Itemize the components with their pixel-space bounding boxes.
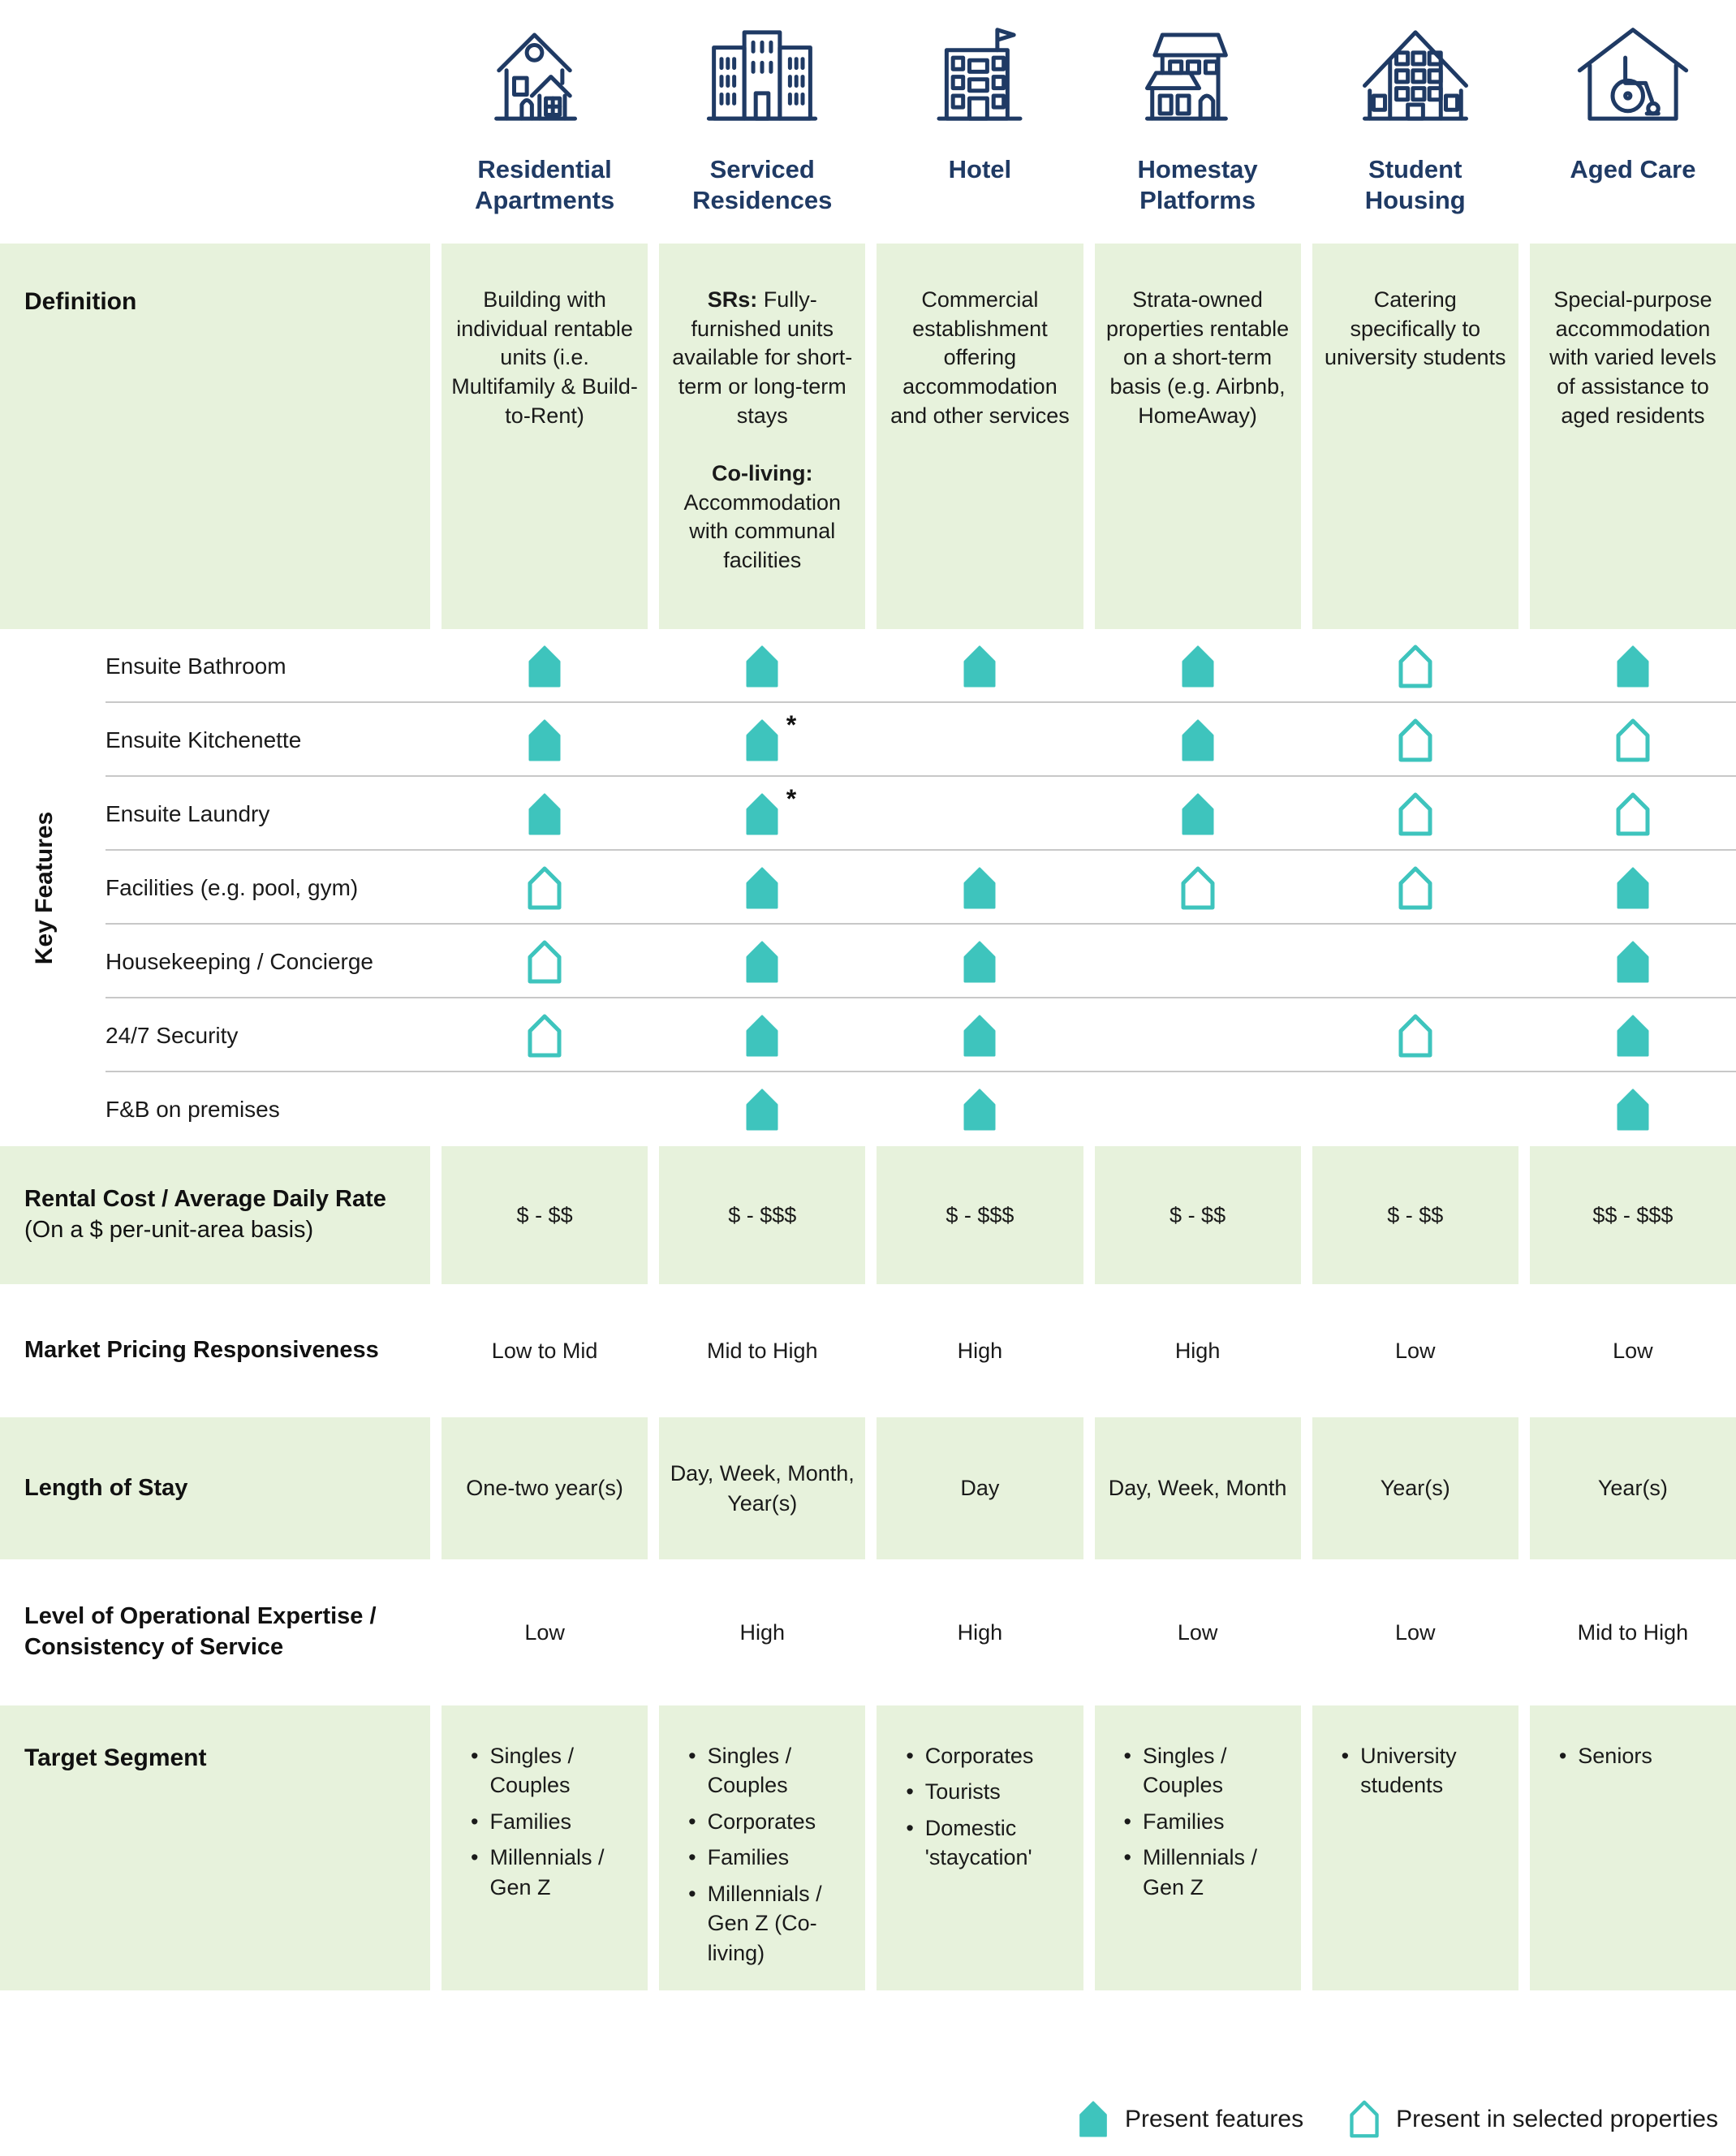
feature-cell (442, 645, 648, 688)
target-segment-cell (1530, 1705, 1736, 1990)
feature-cell (1312, 718, 1518, 762)
feature-label: Facilities (e.g. pool, gym) (106, 874, 359, 900)
attribute-value-cell: Day, Week, Month (1095, 1417, 1301, 1559)
legend-item-selected (1349, 2100, 1718, 2138)
attribute-label-text: Market Pricing Responsiveness (24, 1337, 379, 1364)
feature-cell (1530, 645, 1736, 688)
feature-cell (659, 709, 865, 762)
attribute-row (0, 1284, 1736, 1417)
target-segment-text: Corporates (707, 1809, 816, 1834)
house-filled-icon (1078, 2100, 1109, 2138)
target-segment-item (688, 1807, 854, 1836)
target-segment-row (0, 1705, 1736, 1990)
feature-cell (1312, 645, 1518, 688)
legend-present-label: Present features (1124, 2105, 1304, 2132)
bullet-icon: • (906, 1815, 914, 1840)
house-filled-icon (744, 1014, 780, 1058)
header-column (1530, 8, 1736, 185)
target-segment-text: Families (707, 1845, 790, 1870)
definition-text: Special-purpose accommodation with varied levels of assistance to aged residents (1549, 287, 1717, 428)
house-filled-icon (1180, 718, 1216, 762)
header-label: Hotel (948, 155, 1012, 183)
feature-cell (1312, 792, 1518, 836)
attribute-value-cell: $$ - $$$ (1530, 1146, 1736, 1284)
target-segment-item (471, 1807, 636, 1836)
house-filled-icon (744, 1088, 780, 1132)
header-column (442, 8, 648, 216)
attribute-value-cell: $ - $$ (442, 1146, 648, 1284)
attribute-value-cell: Mid to High (1577, 1619, 1689, 1645)
attribute-value-cell: High (957, 1338, 1003, 1363)
definition-text: Catering specifically to university students (1324, 287, 1506, 370)
bullet-icon: • (688, 1881, 696, 1906)
house-outline-icon (527, 940, 562, 984)
feature-cell (442, 792, 648, 836)
aged-care-icon (1572, 8, 1694, 136)
house-filled-icon (1615, 866, 1651, 910)
feature-row (0, 851, 1736, 925)
feature-cell (1095, 718, 1301, 762)
key-features-section (0, 629, 1736, 1146)
house-outline-icon (1349, 2100, 1380, 2138)
feature-cell (877, 940, 1083, 984)
attribute-value-cell: One-two year(s) (442, 1417, 648, 1559)
target-segment-text: Families (1142, 1809, 1225, 1834)
header-label: Homestay Platforms (1137, 155, 1258, 214)
target-segment-item (1124, 1807, 1290, 1836)
key-features-side-label: Key Features (31, 811, 58, 964)
house-filled-icon (1615, 940, 1651, 984)
house-outline-icon (1180, 866, 1216, 910)
feature-cell (442, 1014, 648, 1058)
attribute-value-cell: Year(s) (1530, 1417, 1736, 1559)
bullet-icon: • (471, 1845, 479, 1870)
feature-cell (1312, 866, 1518, 910)
attribute-value-cell: High (1174, 1338, 1221, 1363)
target-segment-text: Seniors (1578, 1744, 1652, 1768)
target-segment-text: Singles / Couples (1142, 1744, 1227, 1798)
serviced-residences-icon (701, 8, 823, 136)
attribute-value-cell: Low (1394, 1338, 1436, 1363)
student-housing-icon (1355, 8, 1476, 136)
house-outline-icon (1398, 1014, 1433, 1058)
homestay-platforms-icon (1137, 8, 1259, 136)
house-outline-icon (1398, 866, 1433, 910)
house-outline-icon (527, 1014, 562, 1058)
legend-item-present (1078, 2100, 1303, 2138)
target-segment-text: Singles / Couples (489, 1744, 575, 1798)
feature-cell (877, 1014, 1083, 1058)
house-filled-icon (527, 645, 562, 688)
feature-row (0, 629, 1736, 703)
attribute-value-cell: High (957, 1619, 1003, 1645)
attribute-value-cell: Low (1394, 1619, 1436, 1645)
feature-cell (1530, 940, 1736, 984)
feature-cell (442, 866, 648, 910)
feature-cell (659, 645, 865, 688)
feature-cell (442, 718, 648, 762)
attribute-row-label (0, 1417, 430, 1559)
legend (1078, 2100, 1718, 2138)
feature-cell (1312, 1014, 1518, 1058)
target-segment-cell (877, 1705, 1083, 1990)
feature-row (0, 998, 1736, 1072)
target-segment-text: Millennials / Gen Z (1142, 1845, 1258, 1899)
target-segment-item (471, 1843, 636, 1902)
header-label: Aged Care (1570, 155, 1696, 183)
definition-text: Strata-owned properties rentable on a short-term basis (e.g. Airbnb, HomeAway) (1106, 287, 1290, 428)
definition-text: Commercial establishment offering accommodation and other services (890, 287, 1070, 428)
definition-cell (1312, 244, 1518, 629)
bullet-icon: • (906, 1779, 914, 1805)
target-segment-text: Families (489, 1809, 571, 1834)
definition-cell (442, 244, 648, 629)
target-segment-list (1342, 1741, 1507, 1800)
definition-cell (1530, 244, 1736, 629)
house-outline-icon (1398, 645, 1433, 688)
feature-row (0, 1072, 1736, 1146)
target-segment-item (1124, 1741, 1290, 1800)
definition-text: SRs: Fully-furnished units available for short-term or long-term stays (672, 287, 853, 428)
attribute-row (0, 1146, 1736, 1284)
house-outline-icon (1398, 792, 1433, 836)
header-column (877, 8, 1083, 185)
attribute-rows (0, 1146, 1736, 1705)
attribute-label-text: Rental Cost / Average Daily Rate (24, 1186, 386, 1213)
house-filled-icon (744, 783, 797, 836)
bullet-icon: • (471, 1809, 479, 1834)
feature-cell (877, 645, 1083, 688)
house-filled-icon (527, 718, 562, 762)
definition-cell (1095, 244, 1301, 629)
definition-text: Co-living: Accommodation with communal facilities (683, 461, 842, 572)
feature-label: Ensuite Laundry (106, 800, 270, 826)
attribute-value-cell: $ - $$ (1312, 1146, 1518, 1284)
bullet-icon: • (1341, 1744, 1350, 1768)
bullet-icon: • (688, 1744, 696, 1768)
feature-cell (659, 1088, 865, 1132)
house-outline-icon (527, 866, 562, 910)
attribute-value-cell: Mid to High (706, 1338, 818, 1363)
target-segment-list (1559, 1741, 1725, 1770)
target-segment-item (1124, 1843, 1290, 1902)
target-segment-cell (659, 1705, 865, 1990)
attribute-value-cell: Low (1613, 1338, 1653, 1363)
feature-cell (1530, 866, 1736, 910)
attribute-row-label (0, 1559, 430, 1705)
target-segment-list (688, 1741, 854, 1968)
header-label: Serviced Residences (692, 155, 833, 214)
house-filled-icon (744, 709, 797, 762)
house-filled-icon (1180, 792, 1216, 836)
feature-row (0, 777, 1736, 851)
definition-cell (659, 244, 865, 629)
target-segment-label: Target Segment (0, 1705, 430, 1990)
house-filled-icon (744, 940, 780, 984)
header-label: Residential Apartments (474, 155, 615, 214)
target-segment-item (906, 1777, 1071, 1806)
header-label: Student Housing (1364, 155, 1466, 214)
house-filled-icon (962, 866, 997, 910)
attribute-value-cell: Low to Mid (491, 1338, 598, 1363)
house-filled-icon (962, 645, 997, 688)
feature-cell (659, 783, 865, 836)
target-segment-text: Domestic 'staycation' (924, 1815, 1032, 1870)
house-filled-icon (962, 1088, 997, 1132)
feature-cell (1095, 792, 1301, 836)
target-segment-text: Singles / Couples (707, 1744, 792, 1798)
bullet-icon: • (1123, 1744, 1131, 1768)
target-segment-item (1342, 1741, 1507, 1800)
house-outline-icon (1615, 792, 1651, 836)
header-column (659, 8, 865, 216)
bullet-icon: • (906, 1744, 914, 1768)
feature-cell (659, 940, 865, 984)
asterisk-note: * (786, 783, 797, 813)
bullet-icon: • (1123, 1845, 1131, 1870)
feature-label: 24/7 Security (106, 1022, 239, 1048)
target-segment-item (688, 1741, 854, 1800)
feature-cell (659, 866, 865, 910)
header-column (1312, 8, 1518, 216)
target-segment-item (906, 1813, 1071, 1873)
feature-cell (877, 866, 1083, 910)
feature-label: Ensuite Kitchenette (106, 727, 302, 752)
bullet-icon: • (1558, 1744, 1567, 1768)
attribute-value-cell: $ - $$$ (659, 1146, 865, 1284)
attribute-value-cell: Day, Week, Month, Year(s) (659, 1417, 865, 1559)
target-segment-cell (1095, 1705, 1301, 1990)
house-filled-icon (962, 940, 997, 984)
house-filled-icon (1615, 1014, 1651, 1058)
target-segment-text: Millennials / Gen Z (489, 1845, 605, 1899)
feature-cell (1530, 718, 1736, 762)
target-segment-text: Tourists (924, 1779, 1001, 1805)
target-segment-list (906, 1741, 1071, 1873)
header-row (0, 0, 1736, 244)
target-segment-text: University students (1360, 1744, 1457, 1798)
target-segment-cell (1312, 1705, 1518, 1990)
definition-row-label-text: Definition (24, 288, 137, 315)
definition-row (0, 244, 1736, 629)
hotel-icon (919, 8, 1040, 136)
attribute-label-text: Level of Operational Expertise / Consistency of Service (24, 1603, 377, 1660)
target-segment-item (471, 1741, 636, 1800)
attribute-value-cell: Year(s) (1312, 1417, 1518, 1559)
attribute-row-label (0, 1284, 430, 1417)
attribute-value-cell: High (739, 1619, 785, 1645)
house-filled-icon (962, 1014, 997, 1058)
definition-text: Building with individual rentable units (i.e. Multifamily & Build-to-Rent) (451, 287, 638, 428)
attribute-value-cell: $ - $$ (1095, 1146, 1301, 1284)
legend-selected-label: Present in selected properties (1396, 2105, 1718, 2132)
feature-cell (1530, 792, 1736, 836)
target-segment-item (1559, 1741, 1725, 1770)
target-segment-item (688, 1879, 854, 1968)
residential-apartments-icon (484, 8, 605, 136)
feature-label: Housekeeping / Concierge (106, 948, 373, 974)
definition-cell (877, 244, 1083, 629)
feature-cell (659, 1014, 865, 1058)
attribute-row-label (0, 1146, 430, 1284)
asterisk-note: * (786, 709, 797, 740)
feature-label: F&B on premises (106, 1096, 280, 1122)
house-filled-icon (527, 792, 562, 836)
target-segment-list (1124, 1741, 1290, 1902)
bullet-icon: • (688, 1809, 696, 1834)
definition-row-label (0, 244, 430, 629)
attribute-value-cell: $ - $$$ (877, 1146, 1083, 1284)
attribute-value-cell: Low (524, 1619, 565, 1645)
feature-label: Ensuite Bathroom (106, 653, 286, 679)
attribute-row (0, 1559, 1736, 1705)
target-segment-cell (442, 1705, 648, 1990)
feature-cell (1530, 1088, 1736, 1132)
house-filled-icon (1180, 645, 1216, 688)
feature-cell (1095, 866, 1301, 910)
house-filled-icon (1615, 645, 1651, 688)
attribute-value-cell: Low (1177, 1619, 1218, 1645)
feature-row (0, 703, 1736, 777)
house-outline-icon (1398, 718, 1433, 762)
bullet-icon: • (688, 1845, 696, 1870)
feature-cell (877, 1088, 1083, 1132)
header-column (1095, 8, 1301, 216)
house-filled-icon (744, 645, 780, 688)
feature-row (0, 925, 1736, 998)
target-segment-text: Millennials / Gen Z (Co-living) (707, 1881, 822, 1965)
target-segment-text: Corporates (924, 1744, 1034, 1768)
bullet-icon: • (471, 1744, 479, 1768)
house-filled-icon (1615, 1088, 1651, 1132)
attribute-row (0, 1417, 1736, 1559)
attribute-value-cell: Day (877, 1417, 1083, 1559)
house-filled-icon (744, 866, 780, 910)
feature-cell (1095, 645, 1301, 688)
feature-cell (442, 940, 648, 984)
target-segment-item (906, 1741, 1071, 1770)
feature-cell (1530, 1014, 1736, 1058)
target-segment-list (471, 1741, 636, 1902)
attribute-label-text: Length of Stay (24, 1474, 188, 1501)
bullet-icon: • (1123, 1809, 1131, 1834)
attribute-sublabel-text: (On a $ per-unit-area basis) (24, 1217, 314, 1243)
house-outline-icon (1615, 718, 1651, 762)
target-segment-item (688, 1843, 854, 1872)
